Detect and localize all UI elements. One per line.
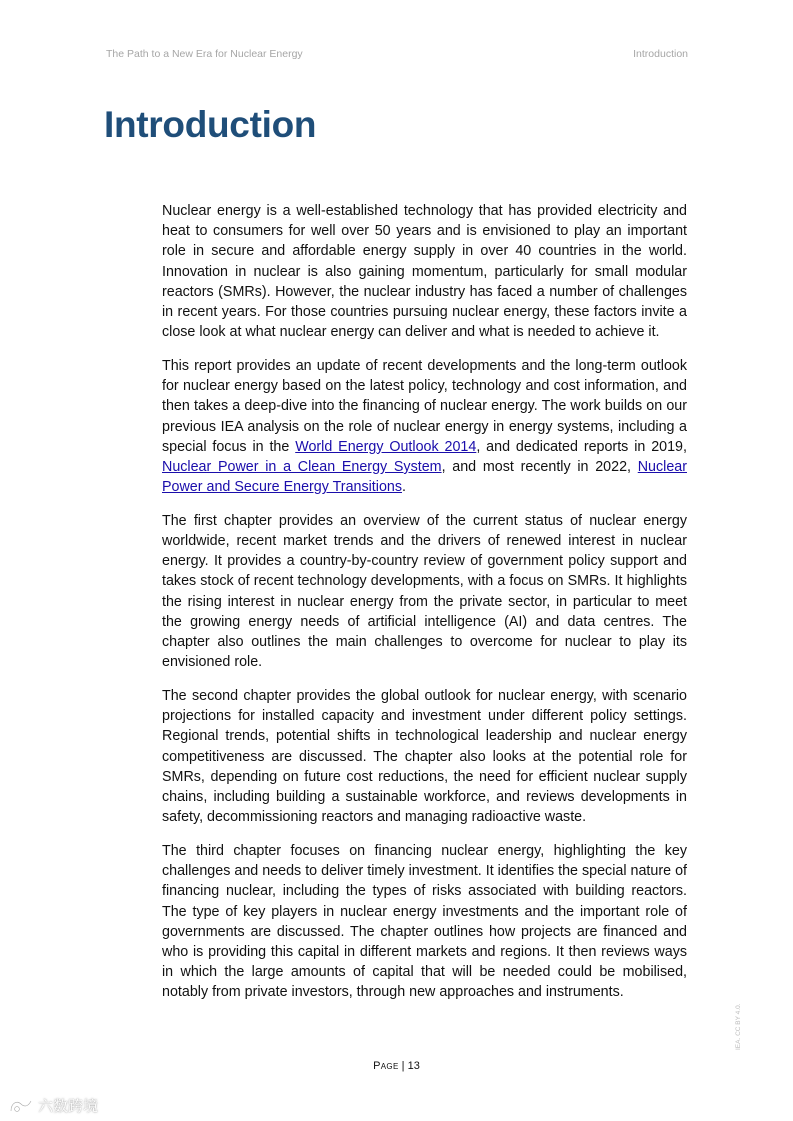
page-title: Introduction <box>104 104 317 145</box>
page-label: Page <box>373 1060 399 1072</box>
header-document-title: The Path to a New Era for Nuclear Energy <box>106 48 303 60</box>
paragraph-intro: Nuclear energy is a well-established technology that has provided electricity and heat to consumers for well over 50 years and is envisioned to play an important role in secure and affordable energy supply in over 40 countries in the world. Innovation in nuclear is also gaining momentum, particularly for small modular reactors (SMRs). However, the nuclear industry has faced a number of challenges in recent years. For those countries pursuing nuclear energy, these factors invite a close look at what nuclear energy can deliver and what is needed to achieve it. <box>162 203 687 341</box>
paragraph-first-chapter: The first chapter provides an overview of the current status of nuclear energy worldwide, recent market trends and the drivers of renewed interest in nuclear energy. It provides a country-by-country review of government policy support and takes stock of recent technology developments, with a focus on SMRs. It highlights the rising interest in nuclear energy from the private sector, in particular to meet the growing energy needs of artificial intelligence (AI) and data centres. The chapter also outlines the main challenges to overcome for nuclear to play its envisioned role. <box>162 512 687 671</box>
paragraph-text: . <box>402 479 406 496</box>
paragraph-third-chapter: The third chapter focuses on financing nuclear energy, highlighting the key challenges and needs to deliver timely investment. It identifies the special nature of financing nuclear, including the types of risks associated with building reactors. The type of key players in nuclear energy investments and the important role of governments are discussed. The chapter outlines how projects are financed and who is providing this capital in different markets and regions. It then reviews ways in which the large amounts of capital that will be needed could be mobilised, notably from private investors, through new approaches and instruments. <box>162 842 687 1001</box>
paragraph-text: , and most recently in 2022, <box>441 458 638 475</box>
header-section-name: Introduction <box>633 48 688 60</box>
paragraph-report-overview <box>162 356 687 497</box>
license-note: IEA. CC BY 4.0. <box>735 1003 742 1050</box>
paragraph-text: This report provides an update of recent developments and the long-term outlook for nuclear energy based on the latest policy, technology and cost information, and then takes a deep-dive into the financing of nuclear energy. The work builds on our previous IEA analysis on the role of nuclear energy in energy systems, including a special focus in the <box>162 357 687 455</box>
link-nuclear-power-clean-energy-system[interactable]: Nuclear Power in a Clean Energy System <box>162 458 442 475</box>
watermark-text: 六数跨境 <box>38 1098 99 1115</box>
paragraph-second-chapter: The second chapter provides the global outlook for nuclear energy, with scenario projections for installed capacity and investment under different policy settings. Regional trends, potential shifts in technological leadership and nuclear energy competitiveness are discussed. The chapter also looks at the potential role for SMRs, depending on future cost reductions, the need for efficient nuclear supply chains, including building a sustainable workforce, and reviews developments in safety, decommissioning reactors and managing radioactive waste. <box>162 687 687 826</box>
watermark <box>8 1095 98 1116</box>
link-nuclear-power-secure-energy-transitions[interactable]: Nuclear Power and Secure Energy Transitions <box>162 458 687 496</box>
link-world-energy-outlook-2014[interactable]: World Energy Outlook 2014 <box>295 438 477 455</box>
running-header <box>106 48 688 60</box>
page-footer <box>0 1060 793 1072</box>
page-separator: | <box>398 1060 408 1072</box>
paragraph-text: , and dedicated reports in 2019, <box>476 438 687 455</box>
page-number: 13 <box>407 1060 420 1072</box>
watermark-logo-icon <box>8 1097 34 1115</box>
body-text <box>162 201 687 1016</box>
